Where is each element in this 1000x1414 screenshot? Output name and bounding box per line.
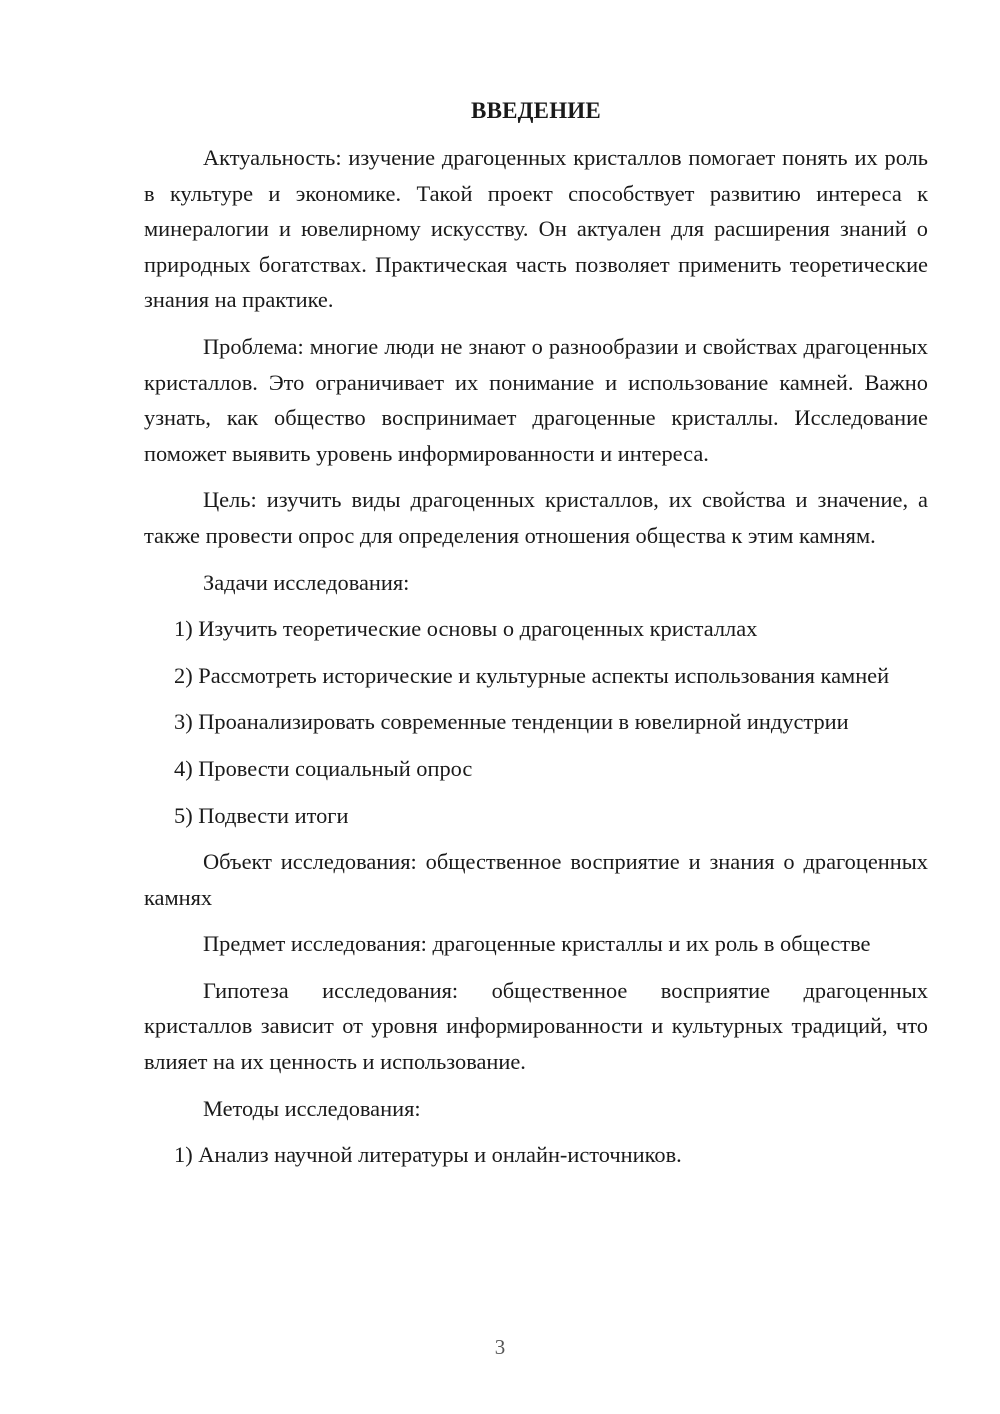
- tasks-heading: Задачи исследования:: [203, 569, 410, 595]
- page-number: 3: [494, 1335, 506, 1359]
- task-item-3: 3) Проанализировать современные тенденции в ювелирной индустрии: [174, 709, 849, 735]
- task-item-4: 4) Провести социальный опрос: [174, 755, 473, 781]
- relevance-paragraph: Актуальность: изучение драгоценных кристаллов помогает понять их роль в культуре и экономике. Такой проект способствует развитию интереса к минералогии и ювелирному искусству. Он актуален для расширения знаний о природных богатствах. Практическая часть позволяет применить теоретические знания на практике.: [144, 145, 928, 313]
- task-item-5: 5) Подвести итоги: [174, 802, 349, 828]
- methods-heading: Методы исследования:: [203, 1095, 421, 1121]
- object-paragraph: Объект исследования: общественное восприятие и знания о драгоценных камнях: [144, 849, 928, 910]
- task-item-2: 2) Рассмотреть исторические и культурные аспекты использования камней: [174, 662, 890, 688]
- method-item-1: 1) Анализ научной литературы и онлайн-источников.: [174, 1142, 682, 1168]
- subject-paragraph: Предмет исследования: драгоценные кристаллы и их роль в обществе: [203, 931, 871, 957]
- page-content: [144, 96, 928, 1184]
- problem-paragraph: Проблема: многие люди не знают о разнообразии и свойствах драгоценных кристаллов. Это ограничивает их понимание и использование камней. Важно узнать, как общество воспринимает драгоценные кристаллы. Исследование поможет выявить уровень информированности и интереса.: [144, 333, 928, 466]
- hypothesis-paragraph: Гипотеза исследования: общественное восприятие драгоценных кристаллов зависит от уровня информированности и культурных традиций, что влияет на их ценность и использование.: [144, 977, 928, 1075]
- section-title: ВВЕДЕНИЕ: [471, 98, 601, 123]
- goal-paragraph: Цель: изучить виды драгоценных кристаллов, их свойства и значение, а также провести опрос для определения отношения общества к этим камням.: [144, 487, 928, 548]
- task-item-1: 1) Изучить теоретические основы о драгоценных кристаллах: [174, 616, 758, 642]
